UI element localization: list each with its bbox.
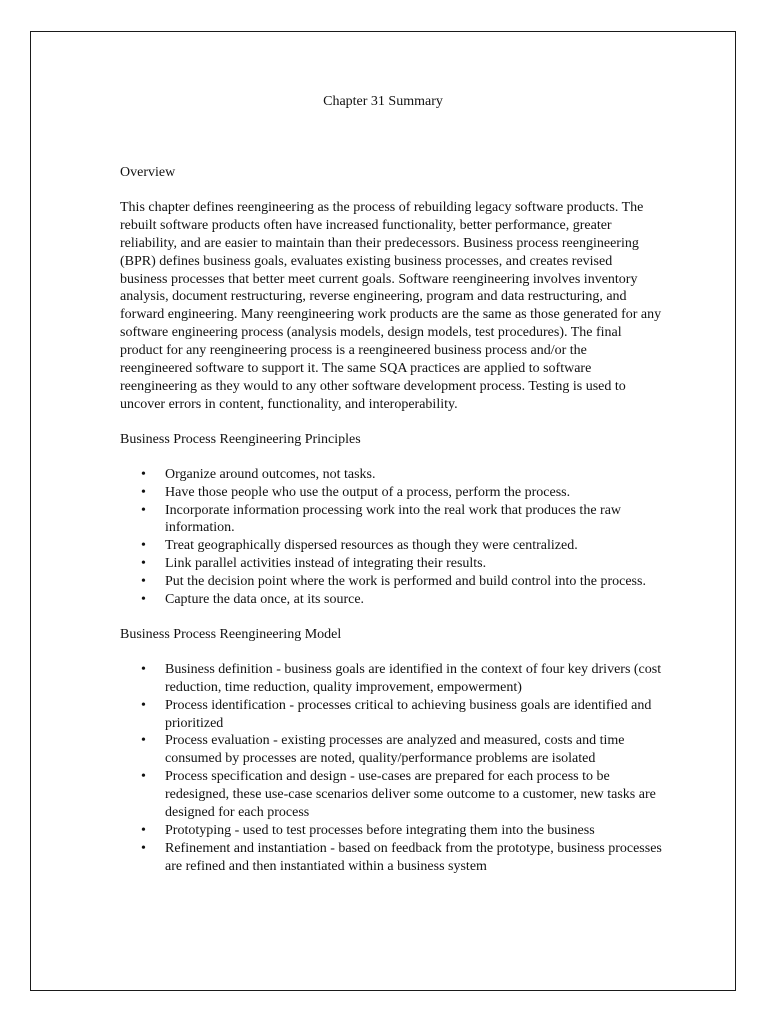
list-item	[120, 555, 662, 573]
list-item-text: Process specification and design - use-cases are prepared for each process to be redesigned, these use-case scenarios deliver some outcome to a customer, new tasks are designed for each process	[165, 769, 656, 821]
principles-list	[120, 466, 662, 609]
overview-paragraph: This chapter defines reengineering as the process of rebuilding legacy software products. The rebuilt software products often have increased functionality, better performance, greater reliability, and are easier to maintain than their predecessors. Business process reengineering (BPR) defines business goals, evaluates existing business processes, and creates revised business processes that better meet current goals. Software reengineering involves inventory analysis, document restructuring, reverse engineering, program and data restructuring, and forward engineering. Many reengineering work products are the same as those generated for any software engineering process (analysis models, design models, test procedures). The final product for any reengineering process is a reengineered business process and/or the reengineered software to support it. The same SQA practices are applied to software reengineering as they would to any other software development process. Testing is used to uncover errors in content, functionality, and interoperability.	[120, 199, 662, 412]
document-body	[120, 164, 662, 876]
list-item-text: Process evaluation - existing processes are analyzed and measured, costs and time consumed by processes are noted, quality/performance problems are isolated	[165, 733, 625, 767]
bullet-icon: •	[141, 592, 146, 608]
bullet-icon: •	[141, 769, 146, 785]
list-item	[120, 661, 662, 697]
page-title: Chapter 31 Summary	[323, 94, 443, 109]
list-item	[120, 537, 662, 555]
list-item	[120, 732, 662, 768]
bullet-icon: •	[141, 840, 146, 856]
list-item-text: Capture the data once, at its source.	[165, 592, 365, 608]
model-heading: Business Process Reengineering Model	[120, 626, 342, 642]
model-list	[120, 661, 662, 876]
bullet-icon: •	[141, 733, 146, 749]
bullet-icon: •	[141, 661, 146, 677]
list-item	[120, 697, 662, 733]
overview-heading: Overview	[120, 165, 176, 180]
list-item-text: Link parallel activities instead of integrating their results.	[165, 556, 487, 572]
principles-heading: Business Process Reengineering Principles	[120, 431, 361, 447]
list-item-text: Treat geographically dispersed resources as though they were centralized.	[165, 538, 578, 554]
bullet-icon: •	[141, 502, 146, 518]
list-item-text: Have those people who use the output of a process, perform the process.	[165, 484, 571, 500]
list-item-text: Business definition - business goals are identified in the context of four key drivers (cost reduction, time reduction, quality improvement, empowerment)	[165, 661, 662, 695]
bullet-icon: •	[141, 556, 146, 572]
bullet-icon: •	[141, 466, 146, 482]
bullet-icon: •	[141, 484, 146, 500]
list-item-text: Prototyping - used to test processes before integrating them into the business	[165, 823, 595, 838]
list-item	[120, 591, 662, 609]
list-item-text: Put the decision point where the work is performed and build control into the process.	[165, 574, 646, 590]
list-item	[120, 840, 662, 876]
list-item	[120, 484, 662, 502]
list-item-text: Incorporate information processing work into the real work that produces the raw information.	[165, 502, 622, 536]
list-item-text: Refinement and instantiation - based on feedback from the prototype, business processes are refined and then instantiated within a business system	[165, 840, 662, 874]
bullet-icon: •	[141, 697, 146, 713]
bullet-icon: •	[141, 574, 146, 590]
bullet-icon: •	[141, 538, 146, 554]
list-item	[120, 573, 662, 591]
list-item	[120, 502, 662, 538]
list-item-text: Process identification - processes critical to achieving business goals are identified and prioritized	[165, 697, 652, 731]
list-item	[120, 822, 662, 840]
bullet-icon: •	[141, 823, 146, 838]
list-item	[120, 768, 662, 822]
document-page	[30, 31, 736, 991]
list-item	[120, 466, 662, 484]
list-item-text: Organize around outcomes, not tasks.	[165, 466, 376, 482]
